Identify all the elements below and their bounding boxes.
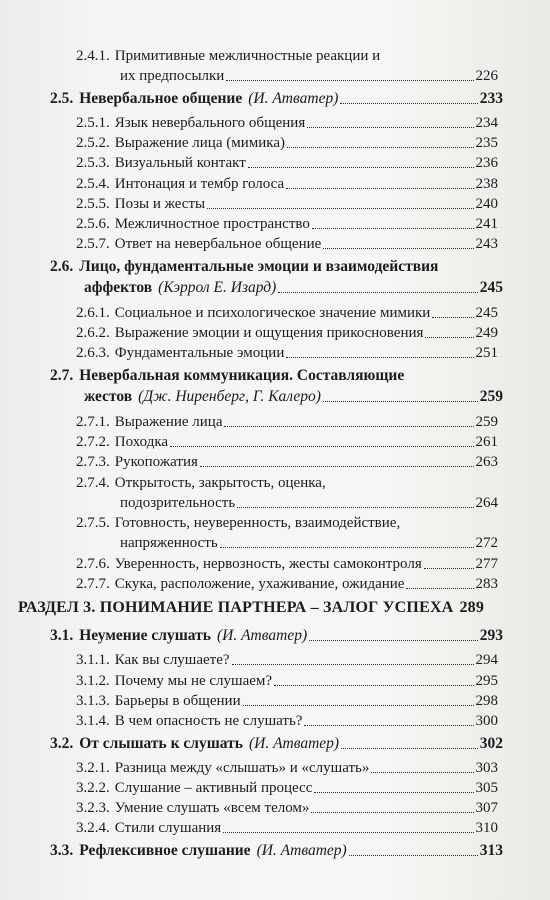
- section-number: 2.5.: [50, 89, 74, 107]
- page-number: 251: [475, 345, 498, 362]
- section-number: 2.7.3.: [76, 454, 110, 471]
- toc-line-with-page: [84, 278, 503, 298]
- dot-leader: [309, 639, 478, 641]
- page-number: 277: [475, 555, 498, 572]
- entry-title: Готовность, неуверенность, взаимодействие,: [114, 515, 401, 532]
- section-title-continued: аффектов: [84, 278, 153, 296]
- dot-leader: [341, 747, 478, 749]
- toc-line-with-page: [76, 133, 498, 153]
- section-number: 3.2.2.: [76, 779, 110, 796]
- dot-leader: [311, 811, 473, 813]
- section-number: 2.6.: [50, 257, 74, 275]
- part-heading: [18, 598, 508, 618]
- section-number: 3.2.4.: [76, 820, 110, 837]
- page-number: 307: [475, 800, 498, 817]
- toc-line-with-page: [76, 671, 498, 691]
- section-number: 3.3.: [50, 841, 74, 859]
- section-number: 2.7.4.: [76, 474, 110, 491]
- toc-line: [50, 366, 503, 386]
- toc-line-with-page: [76, 174, 498, 194]
- entry-title: Слушание – активный процесс: [114, 779, 313, 796]
- page-number: 243: [475, 236, 498, 253]
- page-number: 235: [475, 134, 498, 151]
- entry-title: Разница между «слышать» и «слушать»: [114, 759, 370, 776]
- dot-leader: [170, 445, 473, 447]
- page-number: 238: [475, 175, 498, 192]
- page-number: 313: [479, 841, 503, 859]
- entry-title: Язык невербального общения: [114, 114, 306, 131]
- page-number: 240: [475, 195, 498, 212]
- entry-title: Интонация и тембр голоса: [114, 175, 285, 192]
- section-author: (Дж. Ниренберг, Г. Калеро): [138, 387, 321, 405]
- section-title: Невербальное общение: [79, 89, 243, 107]
- toc-line: [76, 473, 498, 493]
- entry-title: Уверенность, нервозность, жесты самоконтроля: [114, 555, 422, 572]
- entry-title: подозрительность: [120, 494, 236, 511]
- entry-title: Открытость, закрытость, оценка,: [114, 474, 326, 491]
- toc-line-with-page: [76, 650, 498, 670]
- section-number: 3.2.: [50, 734, 74, 752]
- section-number: 2.6.2.: [76, 325, 110, 341]
- section-author: (И. Атватер): [248, 89, 339, 107]
- entry-title: Ответ на невербальное общение: [114, 236, 322, 253]
- page-number: 245: [475, 304, 498, 321]
- entry-title: Позы и жесты: [114, 195, 206, 212]
- toc-line-with-page: [84, 387, 503, 407]
- entry-title: Социальное и психологическое значение мимики: [114, 304, 431, 321]
- section-number: 3.1.2.: [76, 672, 110, 689]
- toc-line-with-page: [76, 818, 498, 838]
- dot-leader: [237, 506, 473, 508]
- section-title: Рефлексивное слушание: [79, 841, 251, 859]
- section-number: 3.1.3.: [76, 692, 110, 709]
- toc-line-with-page: [76, 691, 498, 711]
- toc-line-with-page: [76, 194, 498, 214]
- dot-leader: [287, 146, 474, 148]
- dot-leader: [323, 400, 478, 402]
- toc-line-with-page: [76, 153, 498, 173]
- toc-line-with-page: [120, 493, 498, 513]
- part-title: РАЗДЕЛ 3. ПОНИМАНИЕ ПАРТНЕРА – ЗАЛОГ УСПЕХА: [18, 599, 454, 617]
- section-number: 2.5.4.: [76, 175, 110, 192]
- toc-line-with-page: [76, 574, 498, 594]
- page-number: 283: [475, 576, 498, 592]
- entry-title: их предпосылки: [120, 68, 225, 85]
- section-number: 2.7.6.: [76, 555, 110, 572]
- section-number: 3.1.: [50, 627, 74, 645]
- entry-title: Стили слушания: [114, 820, 222, 837]
- dot-leader: [278, 291, 477, 293]
- dot-leader: [207, 207, 473, 209]
- page-number: 289: [459, 599, 485, 617]
- toc-line-with-page: [76, 234, 498, 254]
- entry-title: Фундаментальные эмоции: [114, 345, 285, 362]
- page-number: 226: [475, 68, 498, 85]
- section-number: 2.7.2.: [76, 433, 110, 450]
- section-title: Лицо, фундаментальные эмоции и взаимодействия: [79, 257, 439, 275]
- page-number: 300: [475, 713, 498, 730]
- section-number: 2.5.2.: [76, 134, 110, 151]
- entry-title: Примитивные межличностные реакции и: [114, 48, 381, 64]
- dot-leader: [323, 247, 473, 249]
- dot-leader: [224, 425, 473, 427]
- toc-line-with-page: [76, 113, 498, 133]
- page-number: 264: [475, 494, 498, 511]
- section-author: (И. Атватер): [248, 734, 340, 752]
- entry-title: Выражение лица (мимика): [114, 134, 285, 151]
- toc-line-with-page: [76, 758, 498, 778]
- dot-leader: [286, 187, 473, 189]
- section-author: (И. Атватер): [256, 841, 347, 859]
- toc-line-with-page: [50, 89, 503, 109]
- section-number: 2.7.7.: [76, 576, 110, 592]
- page-number: 236: [475, 155, 498, 172]
- page-number: 245: [479, 278, 503, 296]
- dot-leader: [223, 831, 473, 833]
- section-number: 3.1.4.: [76, 713, 110, 730]
- entry-title: Рукопожатия: [114, 454, 198, 471]
- dot-leader: [312, 227, 474, 229]
- page-number: 259: [475, 413, 498, 430]
- section-number: 3.2.1.: [76, 759, 110, 776]
- page-number: 293: [479, 627, 503, 645]
- entry-title: напряженность: [120, 535, 218, 552]
- dot-leader: [220, 546, 474, 548]
- section-author: (И. Атватер): [216, 627, 308, 645]
- section-number: 2.4.1.: [76, 48, 110, 64]
- entry-title: Умение слушать «всем телом»: [114, 800, 310, 817]
- page-number: 303: [475, 759, 498, 776]
- page-number: 249: [475, 325, 498, 341]
- entry-title: Межличностное пространство: [114, 216, 310, 233]
- toc-line-with-page: [76, 214, 498, 234]
- section-title: Невербальная коммуникация. Составляющие: [79, 366, 405, 384]
- section-number: 2.7.1.: [76, 413, 110, 430]
- toc-line-with-page: [76, 554, 498, 574]
- toc-line-with-page: [120, 533, 498, 553]
- toc-line-with-page: [50, 841, 503, 861]
- page-number: 241: [475, 216, 498, 233]
- page-number: 234: [475, 114, 498, 131]
- page-number: 310: [475, 820, 498, 837]
- dot-leader: [248, 166, 474, 168]
- section-number: 2.5.6.: [76, 216, 110, 233]
- page-number: 302: [479, 734, 503, 752]
- section-number: 2.6.1.: [76, 304, 110, 321]
- dot-leader: [226, 79, 473, 81]
- page-number: 272: [475, 535, 498, 552]
- toc-line-with-page: [76, 343, 498, 363]
- dot-leader: [232, 663, 474, 665]
- toc-line-with-page: [76, 452, 498, 472]
- entry-title: Походка: [114, 433, 169, 450]
- entry-title: В чем опасность не слушать?: [114, 713, 303, 730]
- toc-line-with-page: [120, 66, 498, 86]
- dot-leader: [307, 126, 473, 128]
- toc-line-with-page: [76, 711, 498, 731]
- section-number: 2.5.7.: [76, 236, 110, 253]
- dot-leader: [274, 684, 473, 686]
- dot-leader: [406, 587, 473, 589]
- toc-line: [76, 513, 498, 533]
- section-title: Неумение слушать: [79, 627, 211, 645]
- page-number: 261: [475, 433, 498, 450]
- page-number: 305: [475, 779, 498, 796]
- section-title: От слышать к слушать: [79, 734, 243, 752]
- toc-line-with-page: [50, 626, 503, 646]
- section-number: 2.5.1.: [76, 114, 110, 131]
- section-number: 3.1.1.: [76, 652, 110, 669]
- toc-line-with-page: [76, 798, 498, 818]
- dot-leader: [432, 316, 473, 318]
- entry-title: Выражение эмоции и ощущения прикосновения: [114, 325, 424, 341]
- toc-line-with-page: [76, 303, 498, 323]
- dot-leader: [340, 102, 477, 104]
- toc-line: [50, 257, 503, 277]
- section-number: 2.5.5.: [76, 195, 110, 212]
- entry-title: Выражение лица: [114, 413, 223, 430]
- toc-line-with-page: [50, 734, 503, 754]
- dot-leader: [425, 336, 473, 338]
- dot-leader: [200, 465, 474, 467]
- dot-leader: [304, 724, 473, 726]
- toc-line: [76, 46, 498, 66]
- entry-title: Визуальный контакт: [114, 155, 246, 172]
- dot-leader: [286, 356, 473, 358]
- entry-title: Барьеры в общении: [114, 692, 241, 709]
- dot-leader: [371, 771, 473, 773]
- page-number: 295: [475, 672, 498, 689]
- entry-title: Как вы слушаете?: [114, 652, 230, 669]
- section-number: 2.7.: [50, 366, 74, 384]
- section-author: (Кэррол Е. Изард): [158, 278, 277, 296]
- toc-line-with-page: [76, 432, 498, 452]
- toc-line-with-page: [76, 323, 498, 343]
- entry-title: Почему мы не слушаем?: [114, 672, 273, 689]
- entry-title: Скука, расположение, ухаживание, ожидание: [114, 576, 405, 592]
- page-number: 298: [475, 692, 498, 709]
- section-title-continued: жестов: [84, 387, 133, 405]
- section-number: 2.7.5.: [76, 515, 110, 532]
- section-number: 3.2.3.: [76, 800, 110, 817]
- page-number: 233: [479, 89, 503, 107]
- toc-line-with-page: [76, 412, 498, 432]
- toc-line-with-page: [76, 778, 498, 798]
- page-number: 294: [475, 652, 498, 669]
- dot-leader: [349, 854, 478, 856]
- dot-leader: [424, 567, 474, 569]
- dot-leader: [243, 704, 474, 706]
- page-number: 259: [479, 387, 503, 405]
- dot-leader: [314, 791, 473, 793]
- section-number: 2.6.3.: [76, 345, 110, 362]
- page-number: 263: [475, 454, 498, 471]
- section-number: 2.5.3.: [76, 155, 110, 172]
